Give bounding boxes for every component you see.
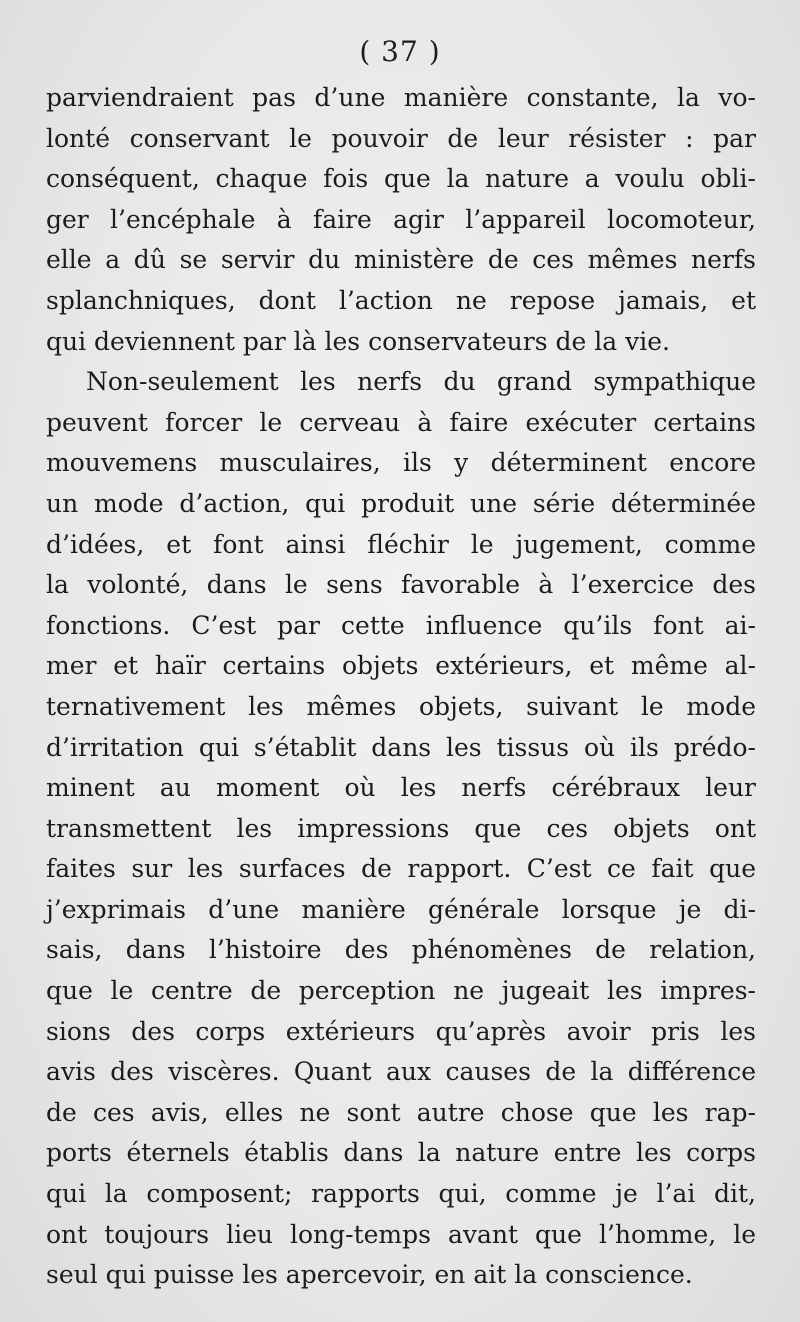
text-line: sions des corps extérieurs qu’après avoir pris les (46, 1016, 756, 1046)
text-line: mouvemens musculaires, ils y déterminent encore (46, 448, 756, 478)
text-line: de ces avis, elles ne sont autre chose que les rap- (46, 1097, 756, 1127)
page-number: ( 37 ) (359, 35, 441, 68)
text-line: avis des viscères. Quant aux causes de la différence (46, 1057, 756, 1087)
text-line: mer et haïr certains objets extérieurs, et même al- (46, 651, 756, 681)
text-line: parviendraient pas d’une manière constante, la vo- (46, 83, 756, 112)
text-line: sais, dans l’histoire des phénomènes de relation, (46, 935, 756, 965)
body-text (46, 78, 756, 1296)
text-line: qui la composent; rapports qui, comme je l’ai dit, (46, 1179, 756, 1209)
text-line: d’irritation qui s’établit dans les tissus où ils prédo- (46, 732, 756, 762)
text-line: ports éternels établis dans la nature entre les corps (46, 1138, 756, 1168)
text-line: Non-seulement les nerfs du grand sympathique (86, 367, 756, 397)
text-line: ont toujours lieu long-temps avant que l’homme, le (46, 1219, 756, 1249)
text-line: fonctions. C’est par cette influence qu’ils font ai- (46, 610, 756, 640)
text-line: que le centre de perception ne jugeait les impres- (46, 976, 756, 1006)
text-line: conséquent, chaque fois que la nature a voulu obli- (46, 164, 756, 194)
text-line: un mode d’action, qui produit une série déterminée (46, 488, 756, 518)
text-line: lonté conservant le pouvoir de leur résister : par (46, 123, 756, 153)
text-line: ger l’encéphale à faire agir l’appareil locomoteur, (46, 204, 756, 234)
text-line: splanchniques, dont l’action ne repose jamais, et (46, 285, 756, 315)
text-line: minent au moment où les nerfs cérébraux leur (46, 773, 756, 803)
text-line: ternativement les mêmes objets, suivant le mode (46, 691, 756, 721)
text-line: elle a dû se servir du ministère de ces mêmes nerfs (46, 245, 756, 275)
text-line: la volonté, dans le sens favorable à l’exercice des (46, 570, 756, 600)
text-line: transmettent les impressions que ces objets ont (46, 813, 756, 843)
text-line: peuvent forcer le cerveau à faire exécuter certains (46, 407, 756, 437)
text-line: qui deviennent par là les conservateurs de la vie. (46, 326, 670, 356)
text-line: faites sur les surfaces de rapport. C’est ce fait que (46, 854, 756, 884)
text-line: d’idées, et font ainsi fléchir le jugement, comme (46, 529, 756, 559)
text-line: j’exprimais d’une manière générale lorsque je di- (46, 894, 756, 924)
text-line: seul qui puisse les apercevoir, en ait la conscience. (46, 1260, 693, 1290)
